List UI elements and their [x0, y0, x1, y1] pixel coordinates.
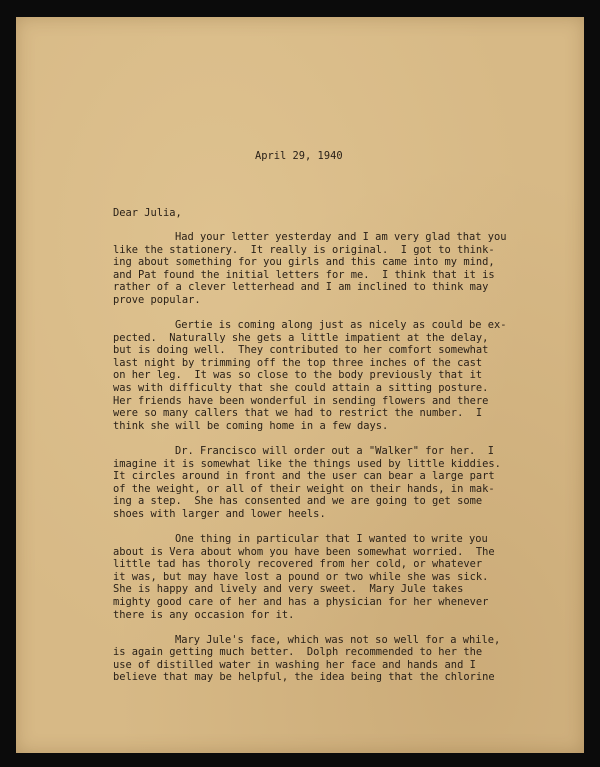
text-line: like the stationery. It really is original. I got to think- [113, 243, 495, 256]
text-line: of the weight, or all of their weight on their hands, in mak- [113, 482, 495, 495]
text-line: It circles around in front and the user can bear a large part [113, 470, 495, 483]
text-line: Had your letter yesterday and I am very glad that you [175, 231, 507, 243]
letter-body [113, 231, 530, 697]
text-line: about is Vera about whom you have been somewhat worried. The [113, 545, 495, 558]
text-line: imagine it is somewhat like the things used by little kiddies. [113, 457, 501, 470]
text-line: there is any occasion for it. [113, 608, 295, 621]
text-line: on her leg. It was so close to the body previously that it [113, 369, 483, 382]
paragraph-5 [113, 633, 530, 684]
text-line: Dr. Francisco will order out a "Walker" for her. I [175, 444, 495, 457]
text-line: One thing in particular that I wanted to write you [175, 532, 488, 545]
letter-date: April 29, 1940 [255, 150, 343, 162]
text-line: pected. Naturally she gets a little impatient at the delay, [113, 331, 489, 344]
text-line: Gertie is coming along just as nicely as could be ex- [175, 319, 507, 332]
text-line: was with difficulty that she could attain a sitting posture. [113, 382, 489, 395]
letter-salutation: Dear Julia, [113, 207, 182, 219]
paragraph-4 [113, 532, 530, 621]
paragraph-3 [113, 444, 530, 521]
text-line: but is doing well. They contributed to her comfort somewhat [113, 344, 489, 357]
text-line: it was, but may have lost a pound or two while she was sick. [113, 570, 489, 583]
text-line: shoes with larger and lower heels. [113, 507, 326, 520]
text-line: little tad has thoroly recovered from her cold, or whatever [113, 558, 483, 571]
text-line: prove popular. [113, 293, 201, 306]
text-line: is again getting much better. Dolph recommended to her the [113, 646, 483, 659]
text-line: ing about something for you girls and this came into my mind, [113, 256, 495, 269]
text-line: last night by trimming off the top three inches of the cast [113, 356, 483, 369]
paragraph-1 [113, 231, 530, 307]
text-line: rather of a clever letterhead and I am inclined to think may [113, 281, 489, 294]
text-line: She is happy and lively and very sweet. Mary Jule takes [113, 583, 464, 596]
text-line: mighty good care of her and has a physician for her whenever [113, 595, 489, 608]
text-line: Her friends have been wonderful in sending flowers and there [113, 394, 489, 407]
text-line: think she will be coming home in a few days. [113, 419, 389, 432]
text-line: use of distilled water in washing her face and hands and I [113, 658, 476, 671]
text-line: believe that may be helpful, the idea being that the chlorine [113, 671, 495, 684]
text-line: and Pat found the initial letters for me. I think that it is [113, 268, 495, 281]
paragraph-2 [113, 319, 530, 432]
text-line: ing a step. She has consented and we are going to get some [113, 495, 483, 508]
text-line: were so many callers that we had to restrict the number. I [113, 407, 483, 420]
text-line: Mary Jule's face, which was not so well for a while, [175, 633, 501, 646]
